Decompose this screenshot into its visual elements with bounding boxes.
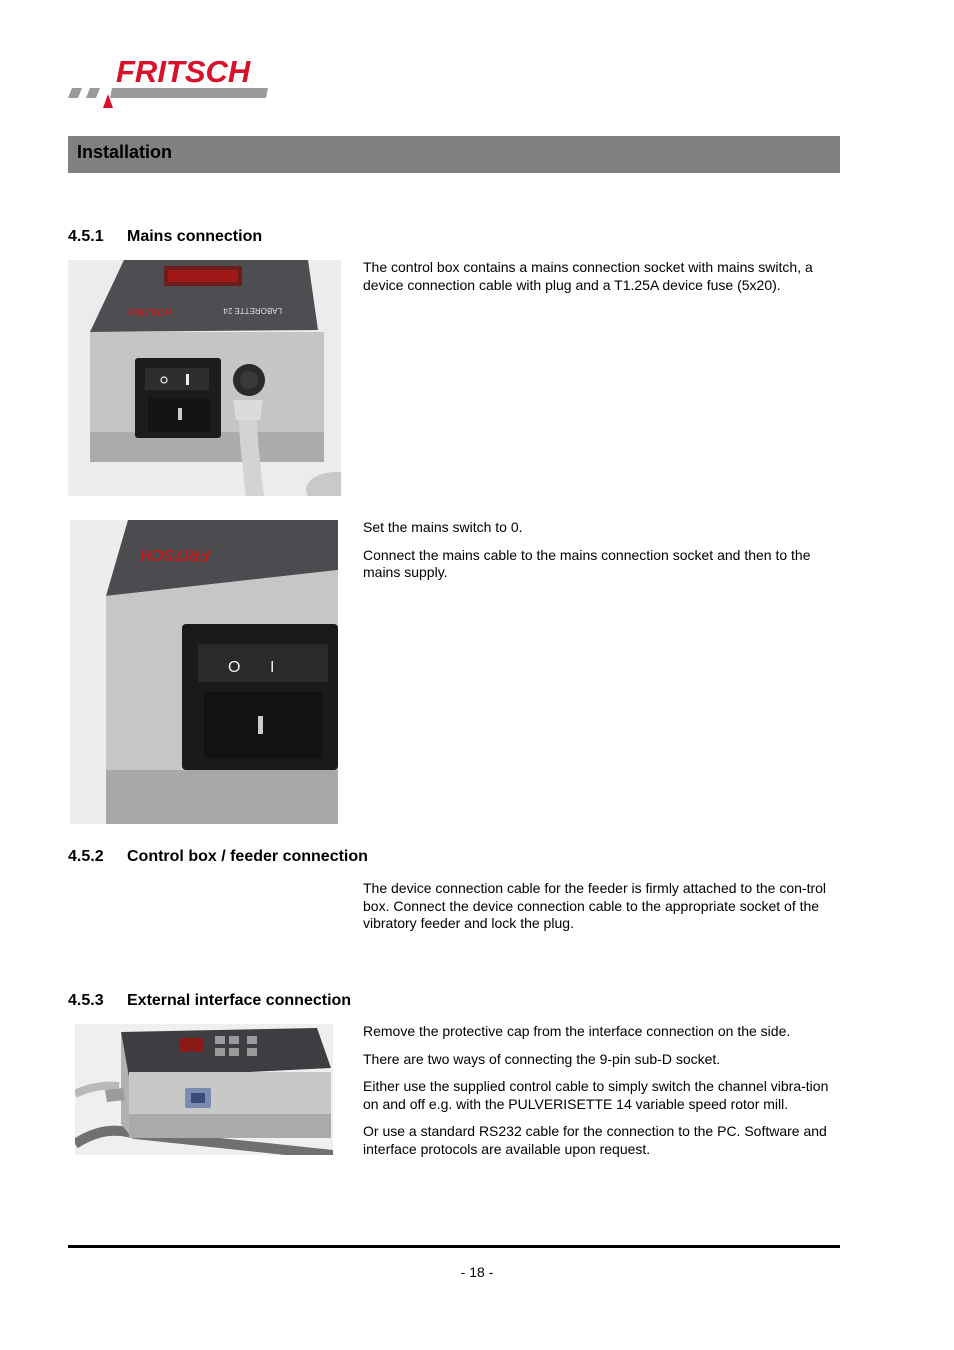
- paragraph: Remove the protective cap from the interface connection on the side.: [363, 1023, 791, 1039]
- photo-interface-socket: [75, 1024, 333, 1155]
- text-block-mains-steps: [363, 519, 841, 592]
- svg-text:O: O: [228, 659, 241, 676]
- photo-brand-text: FRITSCH: [128, 308, 172, 319]
- section-title: External interface connection: [127, 992, 352, 1009]
- paragraph: Either use the supplied control cable to simply switch the channel vibra-tion on and off e.g. with the PULVERISETTE 14 variable speed rotor mill.: [363, 1078, 829, 1112]
- paragraph: There are two ways of connecting the 9-pin sub-D socket.: [363, 1050, 721, 1067]
- section-number: 4.5.1: [68, 228, 104, 245]
- page-title: Installation: [77, 142, 173, 162]
- photo-mains-socket-fuse: [68, 260, 341, 496]
- section-heading-4-5-1: [68, 228, 262, 246]
- footer-rule: [68, 1245, 840, 1248]
- svg-text:FRITSCH: FRITSCH: [140, 546, 210, 563]
- fritsch-logo: [66, 52, 286, 112]
- text-block-feeder: [363, 880, 841, 943]
- svg-text:LABORETTE 24: LABORETTE 24: [223, 306, 282, 315]
- paragraph: Or use a standard RS232 cable for the connection to the PC. Software and interface protocols are available upon request.: [363, 1123, 827, 1157]
- section-heading-4-5-2: [68, 848, 368, 866]
- section-header-bar: [68, 136, 840, 173]
- svg-text:I: I: [270, 659, 275, 676]
- page-number: - 18 -: [460, 1264, 494, 1280]
- text-block-mains-intro: [363, 259, 841, 304]
- photo-mains-switch: [70, 520, 338, 824]
- section-number: 4.5.2: [68, 848, 104, 865]
- section-title: Control box / feeder connection: [127, 848, 368, 865]
- paragraph: Connect the mains cable to the mains connection socket and then to the mains supply.: [363, 546, 811, 580]
- paragraph: The device connection cable for the feeder is firmly attached to the con-trol box. Connect the device connection cable to the appropriate socket of the vibratory feeder and lock the plug.: [363, 880, 827, 931]
- paragraph: Set the mains switch to 0.: [363, 519, 523, 535]
- section-number: 4.5.3: [68, 992, 104, 1009]
- section-heading-4-5-3: [68, 992, 351, 1010]
- paragraph: The control box contains a mains connection socket with mains switch, a device connection cable with plug and a T1.25A device fuse (5x20).: [363, 259, 813, 293]
- text-block-interface: [363, 1023, 841, 1168]
- section-title: Mains connection: [127, 228, 263, 245]
- brand-wordmark: FRITSCH: [116, 54, 251, 89]
